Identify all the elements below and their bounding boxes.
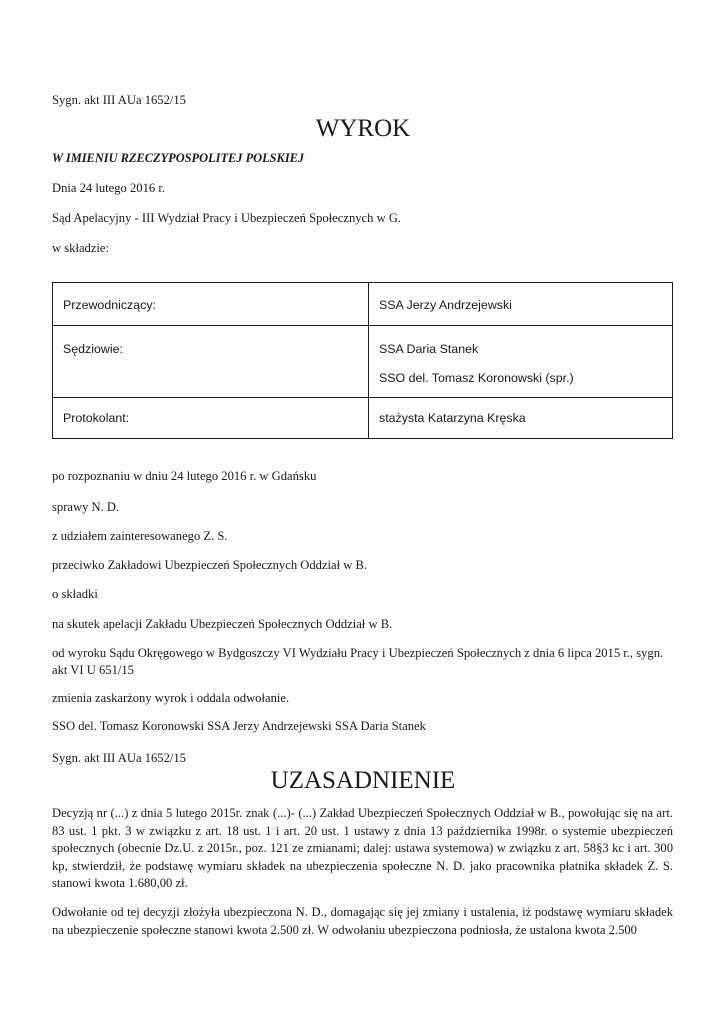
justification-paragraph-1: Decyzją nr (...) z dnia 5 lutego 2015r. znak (...)- (...) Zakład Ubezpieczeń Społecznych Oddział w B., powołując się na art. 83 ust. 1 pkt. 3 w związku z art. 18 ust. 1 i art. 20 ust. 1 ustawy z dnia 13 października 1998r. o systemie ubezpieczeń społecznych (obecnie Dz.U. z 2015r., poz. 121 ze zmianami; dalej: ustawa systemowa) w związku z art. 58§3 kc i art. 300 kp, stwierdził, że podstawę wymiaru składek na ubezpieczenia społeczne N. D. jako pracownika płatnika składek Z. S. stanowi kwota 1.680,00 zł.	[52, 806, 673, 890]
judge-2: SSO del. Tomasz Koronowski (spr.)	[379, 371, 574, 385]
clerk-value: stażysta Katarzyna Kręska	[379, 411, 526, 425]
case-line: sprawy N. D.	[52, 500, 120, 514]
appeal-line: na skutek apelacji Zakładu Ubezpieczeń Społecznych Oddział w B.	[52, 617, 393, 631]
participant-line: z udziałem zainteresowanego Z. S.	[52, 529, 228, 543]
document-subtitle: W IMIENIU RZECZYPOSPOLITEJ POLSKIEJ	[52, 151, 305, 165]
justification-paragraph-2: Odwołanie od tej decyzji złożyła ubezpieczona N. D., domagając się jej zmiany i ustalenia, iż podstawę wymiaru składek na ubezpieczenie społeczne stanowi kwota 2.500 zł. W odwołaniu ubezpieczona podniosła, że ustalona kwota 2.500	[52, 905, 673, 937]
signatures-line: SSO del. Tomasz Koronowski SSA Jerzy Andrzejewski SSA Daria Stanek	[52, 719, 426, 733]
ruling-line: zmienia zaskarżony wyrok i oddala odwołanie.	[52, 691, 290, 705]
chair-value: SSA Jerzy Andrzejewski	[379, 298, 512, 312]
chair-label: Przewodniczący:	[63, 298, 156, 312]
panel-table	[52, 282, 673, 439]
judgment-line-2: akt VI U 651/15	[52, 663, 134, 677]
panel-row-judges	[53, 326, 673, 398]
case-signature-bottom: Sygn. akt III AUa 1652/15	[52, 751, 186, 765]
composition-label: w składzie:	[52, 241, 110, 255]
panel-row-chair	[53, 283, 673, 326]
subject-line: o składki	[52, 587, 98, 601]
clerk-label: Protokolant:	[63, 411, 130, 425]
document-title: WYROK	[315, 115, 411, 142]
case-signature-top: Sygn. akt III AUa 1652/15	[52, 93, 186, 107]
judgment-date: Dnia 24 lutego 2016 r.	[52, 181, 165, 195]
against-line: przeciwko Zakładowi Ubezpieczeń Społecznych Oddział w B.	[52, 558, 368, 572]
judge-1: SSA Daria Stanek	[379, 342, 479, 356]
judges-label: Sędziowie:	[63, 342, 123, 356]
court-name: Sąd Apelacyjny - III Wydział Pracy i Ubezpieczeń Społecznych w G.	[52, 211, 402, 225]
panel-row-clerk	[53, 398, 673, 439]
hearing-line: po rozpoznaniu w dniu 24 lutego 2016 r. w Gdańsku	[52, 469, 317, 483]
judgment-line-1: od wyroku Sądu Okręgowego w Bydgoszczy VI Wydziału Pracy i Ubezpieczeń Społecznych z dnia 6 lipca 2015 r., sygn.	[52, 646, 664, 660]
justification-title: UZASADNIENIE	[270, 767, 456, 794]
